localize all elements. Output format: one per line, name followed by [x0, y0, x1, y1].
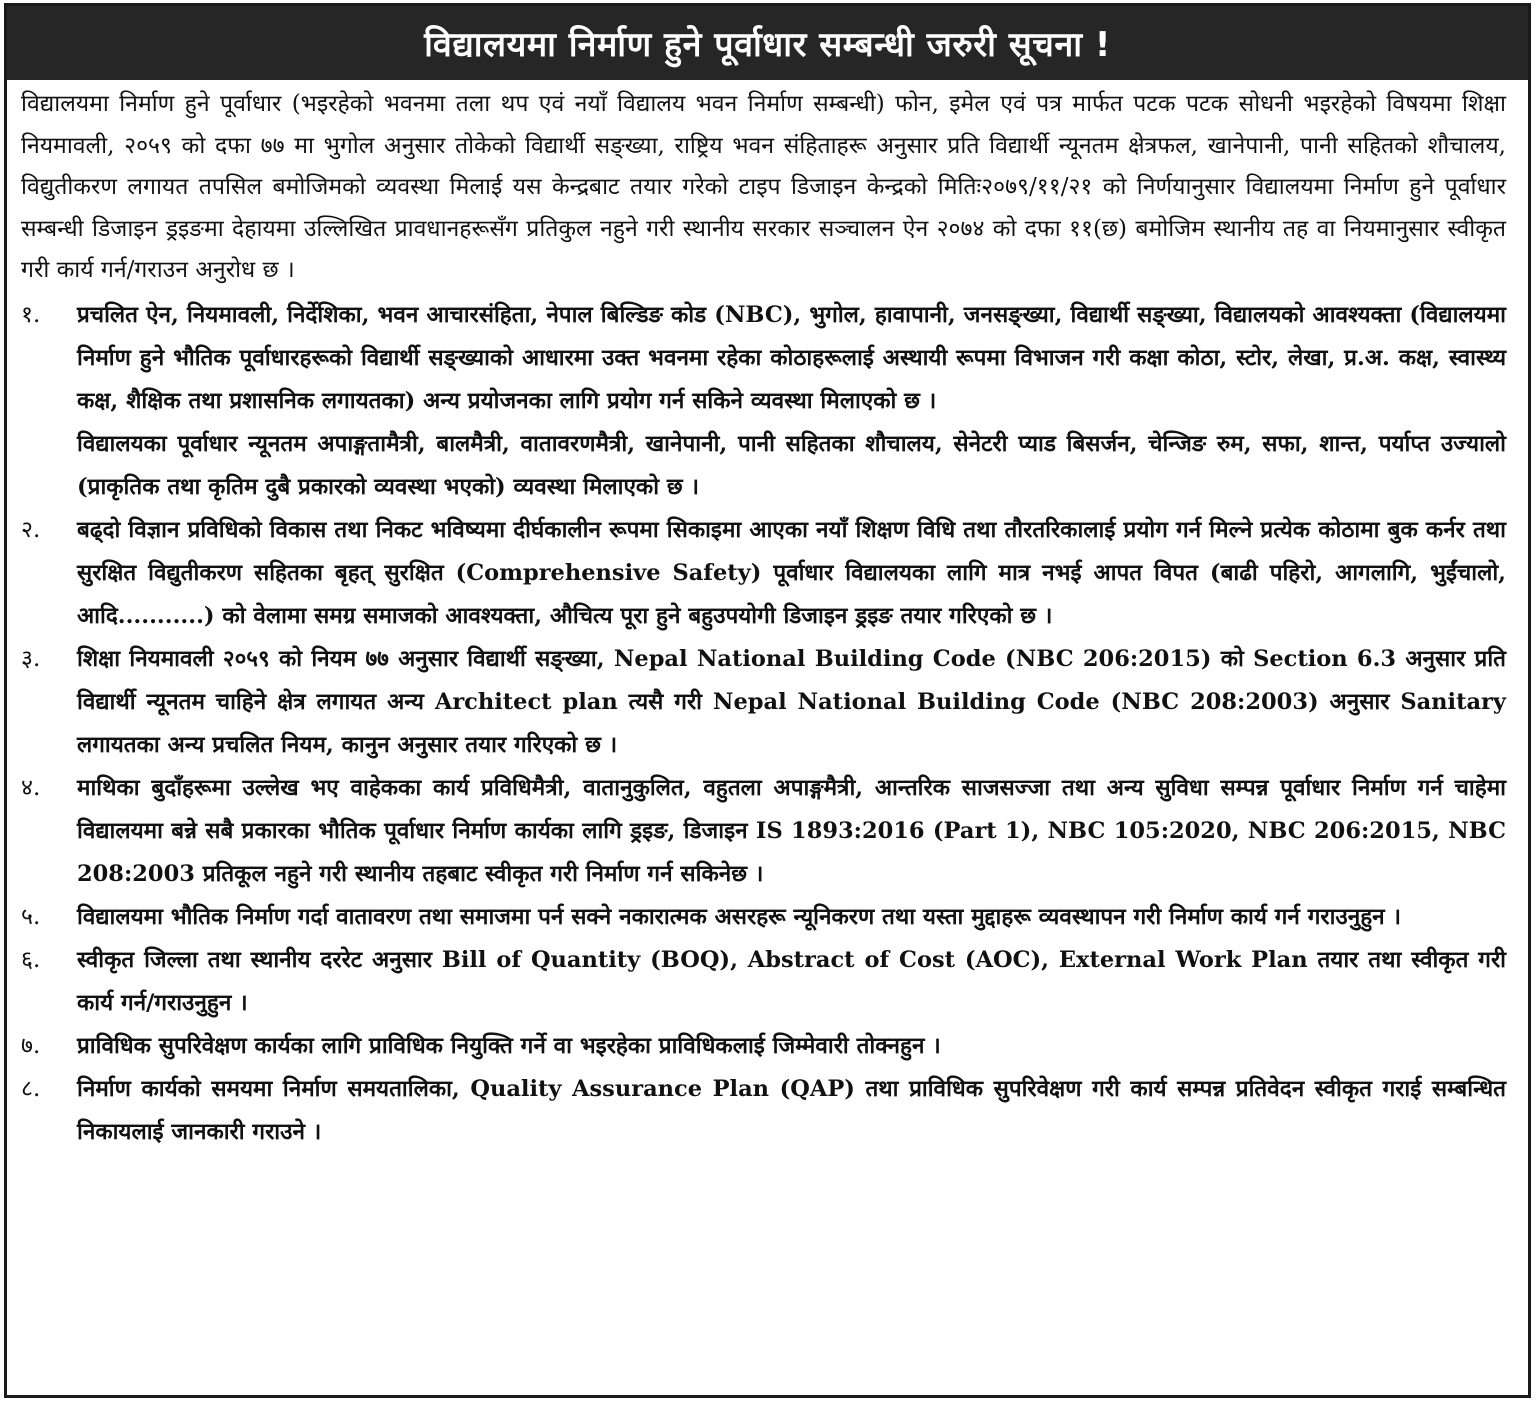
point-item-4 [21, 767, 1506, 896]
point-body [77, 638, 1506, 767]
point-text: प्रचलित ऐन, नियमावली, निर्देशिका, भवन आचारसंहिता, नेपाल बिल्डिङ कोड (NBC), भुगोल, हावापानी, जनसङ्ख्या, विद्यार्थी सङ्ख्या, विद्यालयको आवश्यक्ता (विद्यालयमा निर्माण हुने भौतिक पूर्वाधारहरूको विद्यार्थी सङ्ख्याको आधारमा उक्त भवनमा रहेका कोठाहरूलाई अस्थायी रूपमा विभाजन गरी कक्षा कोठा, स्टोर, लेखा, प्र.अ. कक्ष, स्वास्थ्य कक्ष, शैक्षिक तथा प्रशासनिक लगायतका) अन्य प्रयोजनका लागि प्रयोग गर्न सकिने व्यवस्था मिलाएको छ । [77, 301, 1506, 414]
point-number: ५. [21, 903, 41, 930]
point-item-7 [21, 1025, 1506, 1068]
point-body [77, 767, 1506, 896]
point-text: विद्यालयमा भौतिक निर्माण गर्दा वातावरण तथा समाजमा पर्न सक्ने नकारात्मक असरहरू न्यूनिकरण तथा यस्ता मुद्दाहरू व्यवस्थापन गरी निर्माण कार्य गर्न गराउनुहुन । [77, 903, 1402, 930]
point-item-3 [21, 638, 1506, 767]
point-item-1 [21, 294, 1506, 509]
point-text: निर्माण कार्यको समयमा निर्माण समयतालिका, Quality Assurance Plan (QAP) तथा प्राविधिक सुपरिवेक्षण गरी कार्य सम्पन्न प्रतिवेदन स्वीकृत गराई सम्बन्धित निकायलाई जानकारी गराउने । [77, 1075, 1506, 1145]
point-body [77, 896, 1506, 939]
point-body [77, 1068, 1506, 1154]
point-number: ४. [21, 774, 41, 801]
point-body [77, 509, 1506, 638]
point-item-6 [21, 939, 1506, 1025]
notice-box [4, 3, 1531, 1398]
point-number: १. [21, 301, 41, 328]
point-number: २. [21, 516, 41, 543]
point-text: प्राविधिक सुपरिवेक्षण कार्यका लागि प्राविधिक नियुक्ति गर्ने वा भइरहेका प्राविधिकलाई जिम्मेवारी तोक्नहुन । [77, 1032, 941, 1059]
point-number: ६. [21, 946, 41, 973]
point-body [77, 1025, 1506, 1068]
points-list [21, 294, 1506, 1154]
notice-content [7, 80, 1528, 1154]
notice-title: विद्यालयमा निर्माण हुने पूर्वाधार सम्बन्धी जरुरी सूचना ! [7, 6, 1528, 80]
point-text: शिक्षा नियमावली २०५९ को नियम ७७ अनुसार विद्यार्थी सङ्ख्या, Nepal National Building Code (NBC 206:2015) को Section 6.3 अनुसार प्रति विद्यार्थी न्यूनतम चाहिने क्षेत्र लगायत अन्य Architect plan त्यसै गरी Nepal National Building Code (NBC 208:2003) अनुसार Sanitary लगायतका अन्य प्रचलित नियम, कानुन अनुसार तयार गरिएको छ । [77, 645, 1506, 758]
point-text: माथिका बुदाँहरूमा उल्लेख भए वाहेकका कार्य प्रविधिमैत्री, वातानुकुलित, वहुतला अपाङ्गमैत्री, आन्तरिक साजसज्जा तथा अन्य सुविधा सम्पन्न पूर्वाधार निर्माण गर्न चाहेमा विद्यालयमा बन्ने सबै प्रकारका भौतिक पूर्वाधार निर्माण कार्यका लागि ड्रइङ, डिजाइन IS 1893:2016 (Part 1), NBC 105:2020, NBC 206:2015, NBC 208:2003 प्रतिकूल नहुने गरी स्थानीय तहबाट स्वीकृत गरी निर्माण गर्न सकिनेछ । [77, 774, 1506, 887]
point-item-5 [21, 896, 1506, 939]
point-body [77, 939, 1506, 1025]
intro-paragraph: विद्यालयमा निर्माण हुने पूर्वाधार (भइरहेको भवनमा तला थप एवं नयाँ विद्यालय भवन निर्माण सम्बन्धी) फोन, इमेल एवं पत्र मार्फत पटक पटक सोधनी भइरहेको विषयमा शिक्षा नियमावली, २०५९ को दफा ७७ मा भुगोल अनुसार तोकेको विद्यार्थी सङ्ख्या, राष्ट्रिय भवन संहिताहरू अनुसार प्रति विद्यार्थी न्यूनतम क्षेत्रफल, खानेपानी, पानी सहितको शौचालय, विद्युतीकरण लगायत तपसिल बमोजिमको व्यवस्था मिलाई यस केन्द्रबाट तयार गरेको टाइप डिजाइन केन्द्रको मितिः२०७९/११/२१ को निर्णयानुसार विद्यालयमा निर्माण हुने पूर्वाधार सम्बन्धी डिजाइन ड्रइङमा देहायमा उल्लिखित प्रावधानहरूसँग प्रतिकुल नहुने गरी स्थानीय सरकार सञ्चालन ऐन २०७४ को दफा ११(छ) बमोजिम स्थानीय तह वा नियमानुसार स्वीकृत गरी कार्य गर्न/गराउन अनुरोध छ । [21, 91, 1506, 283]
point-text: बढ्दो विज्ञान प्रविधिको विकास तथा निकट भविष्यमा दीर्घकालीन रूपमा सिकाइमा आएका नयाँ शिक्षण विधि तथा तौरतरिकालाई प्रयोग गर्न मिल्ने प्रत्येक कोठामा बुक कर्नर तथा सुरक्षित विद्युतीकरण सहितका बृहत् सुरक्षित (Comprehensive Safety) पूर्वाधार विद्यालयका लागि मात्र नभई आपत विपत (बाढी पहिरो, आगलागि, भुईंचालो, आदि...........) को वेलामा समग्र समाजको आवश्यक्ता, औचित्य पूरा हुने बहुउपयोगी डिजाइन ड्रइङ तयार गरिएको छ । [77, 516, 1506, 629]
point-text: स्वीकृत जिल्ला तथा स्थानीय दररेट अनुसार Bill of Quantity (BOQ), Abstract of Cost (AOC), External Work Plan तयार तथा स्वीकृत गरी कार्य गर्न/गराउनुहुन । [77, 946, 1506, 1016]
point-number: ७. [21, 1032, 41, 1059]
point-item-8 [21, 1068, 1506, 1154]
point-number: ३. [21, 645, 41, 672]
point-body [77, 294, 1506, 509]
point-item-2 [21, 509, 1506, 638]
point-number: ८. [21, 1075, 41, 1102]
point-text: विद्यालयका पूर्वाधार न्यूनतम अपाङ्गतामैत्री, बालमैत्री, वातावरणमैत्री, खानेपानी, पानी सहितका शौचालय, सेनेटरी प्याड बिसर्जन, चेन्जिङ रुम, सफा, शान्त, पर्याप्त उज्यालो (प्राकृतिक तथा कृतिम दुबै प्रकारको व्यवस्था भएको) व्यवस्था मिलाएको छ । [77, 430, 1506, 500]
